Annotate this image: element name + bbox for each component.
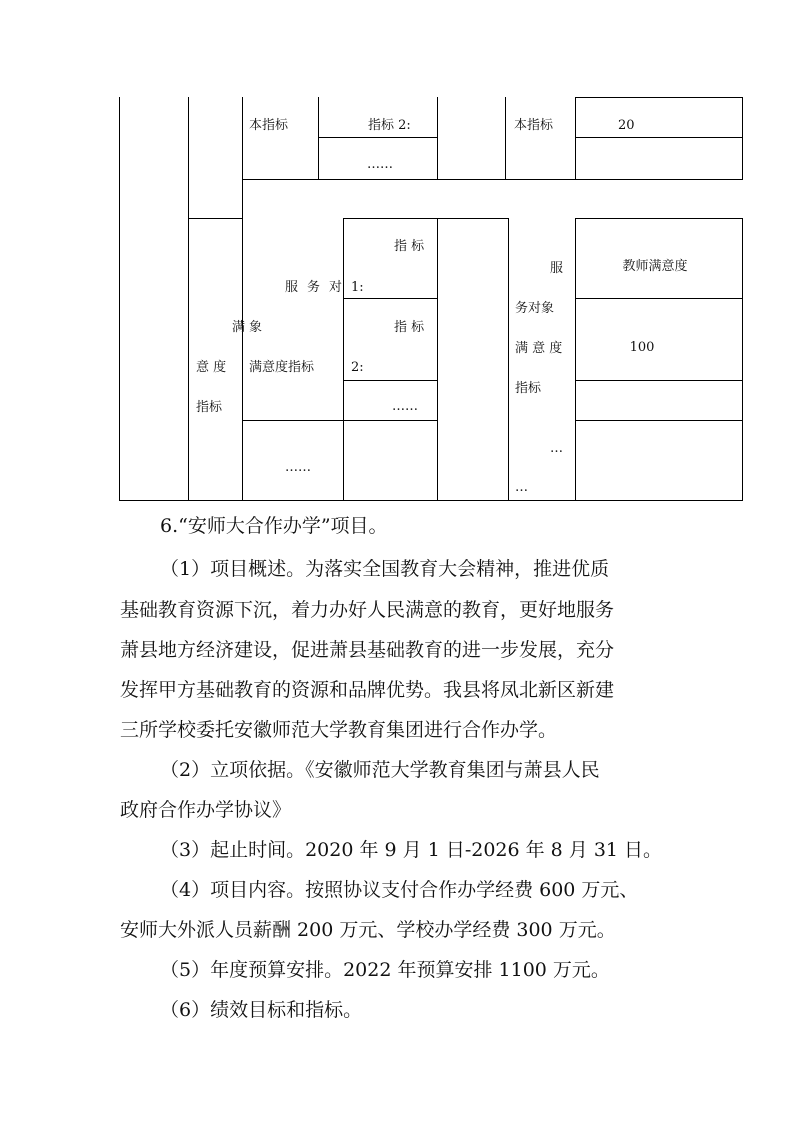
paragraph-line: 发挥甲方基础教育的资源和品牌优势。我县将凤北新区新建 xyxy=(120,679,615,701)
satisfaction-value-cell: 教师满意度 xyxy=(622,259,688,274)
table-line xyxy=(575,137,743,138)
table-line xyxy=(318,137,438,138)
table-line xyxy=(575,218,576,501)
paragraph-line: 三所学校委托安徽师范大学教育集团进行合作办学。 xyxy=(120,719,558,741)
right-level-label: 服 xyxy=(550,261,564,276)
table-line xyxy=(343,298,438,299)
table-line xyxy=(505,97,506,179)
table-line xyxy=(742,218,743,501)
right-level-label: 务对象 xyxy=(515,301,555,316)
table-line xyxy=(742,97,743,179)
level2-label: 象 xyxy=(249,320,263,335)
right-level-label: 满 意 度 xyxy=(515,341,563,356)
table-line xyxy=(242,420,438,421)
table-line xyxy=(575,380,743,381)
table-line xyxy=(318,97,319,179)
table-line xyxy=(242,179,743,180)
satisfaction-value-cell: 100 xyxy=(629,340,655,355)
paragraph-line: （1）项目概述。为落实全国教育大会精神，推进优质 xyxy=(160,558,610,580)
indicator-1-label: 指 标 xyxy=(394,239,425,254)
table-line xyxy=(343,218,344,501)
level1-label: 意 度 xyxy=(196,360,227,375)
paragraph-line: （5）年度预算安排。2022 年预算安排 1100 万元。 xyxy=(160,959,610,981)
table-line xyxy=(437,218,438,501)
level1-label: 指标 xyxy=(196,400,223,415)
paragraph-line: （6）绩效目标和指标。 xyxy=(160,999,363,1021)
paragraph-line: 基础教育资源下沉，着力办好人民满意的教育，更好地服务 xyxy=(120,599,615,621)
level2-label: 满意度指标 xyxy=(249,360,315,375)
indicator-value-cell: 20 xyxy=(618,118,635,133)
paragraph-line: （3）起止时间。2020 年 9 月 1 日-2026 年 8 月 31 日。 xyxy=(160,839,663,861)
indicator-2-cell: 指标 2: xyxy=(368,118,411,133)
paragraph-line: （4）项目内容。按照协议支付合作办学经费 600 万元、 xyxy=(160,879,639,901)
table-line xyxy=(343,218,508,219)
ellipsis-cell: …… xyxy=(367,157,393,172)
indicator-2-label: 2: xyxy=(351,360,364,375)
ellipsis-cell: … xyxy=(515,480,528,495)
right-level-label: 指标 xyxy=(515,381,542,396)
table-line xyxy=(575,97,743,98)
indicator-2-label: 指 标 xyxy=(394,320,425,335)
ellipsis-cell: …… xyxy=(285,460,311,475)
level2-label: 服务对 xyxy=(285,280,352,295)
table-line xyxy=(242,97,243,501)
indicator-1-label: 1: xyxy=(351,280,364,295)
ellipsis-cell: …… xyxy=(392,399,418,414)
table-line xyxy=(119,97,120,501)
table-line xyxy=(508,218,509,501)
table-line xyxy=(119,500,743,501)
table-line xyxy=(188,97,189,501)
right-indicator-cell: 本指标 xyxy=(514,118,554,133)
paragraph-line: （2）立项依据。《安徽师范大学教育集团与萧县人民 xyxy=(160,759,600,781)
table-line xyxy=(575,97,576,179)
table-line xyxy=(575,218,743,219)
table-line xyxy=(188,218,243,219)
section-heading: 6.“安师大合作办学”项目。 xyxy=(160,515,388,537)
table-line xyxy=(575,420,743,421)
table-line xyxy=(343,380,438,381)
table-line xyxy=(437,97,438,179)
table-line xyxy=(575,298,743,299)
level1-label: 满 xyxy=(232,320,246,335)
main-indicator-cell: 本指标 xyxy=(249,118,289,133)
paragraph-line: 萧县地方经济建设，促进萧县基础教育的进一步发展，充分 xyxy=(120,639,615,661)
ellipsis-cell: … xyxy=(550,441,563,456)
paragraph-line: 政府合作办学协议》 xyxy=(120,799,292,821)
paragraph-line: 安师大外派人员薪酬 200 万元、学校办学经费 300 万元。 xyxy=(120,919,616,941)
